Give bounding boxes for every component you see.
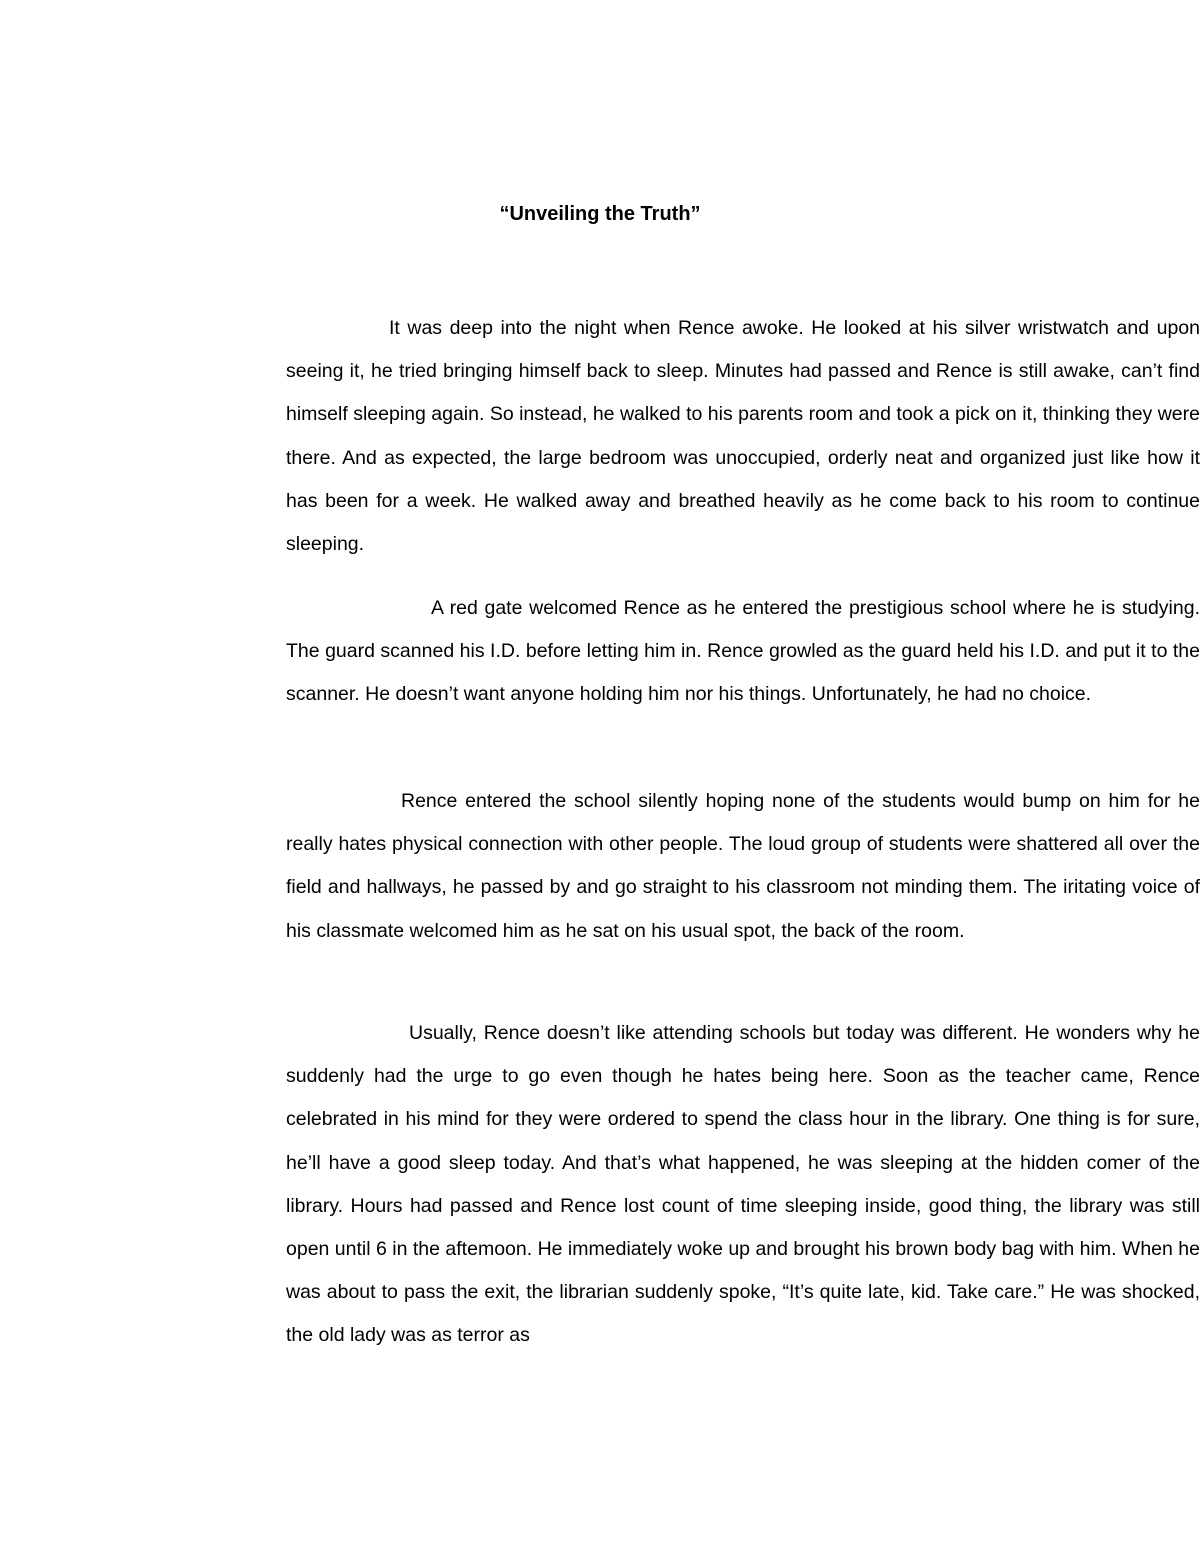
document-title: “Unveiling the Truth” [499, 203, 701, 225]
paragraph-4: Usually, Rence doesn’t like attending schools but today was different. He wonders why he suddenly had the urge to go even though he hates being here. Soon as the teacher came, Rence celebrated in his mind for they were ordered to spend the class hour in the library. One thing is for sure, he’ll have a good sleep today. And that’s what happened, he was sleeping at the hidden comer of the library. Hours had passed and Rence lost count of time sleeping inside, good thing, the library was still open until 6 in the aftemoon. He immediately woke up and brought his brown body bag with him. When he was about to pass the exit, the librarian suddenly spoke, “It’s quite late, kid. Take care.” He was shocked, the old lady was as terror as [286, 1022, 1200, 1347]
paragraph-3: Rence entered the school silently hoping none of the students would bump on him for he really hates physical connection with other people. The loud group of students were shattered all over the field and hallways, he passed by and go straight to his classroom not minding them. The iritating voice of his classmate welcomed him as he sat on his usual spot, the back of the room. [286, 790, 1200, 942]
paragraph-2: A red gate welcomed Rence as he entered the prestigious school where he is studying. The guard scanned his I.D. before letting him in. Rence growled as the guard held his I.D. and put it to the scanner. He doesn’t want anyone holding him nor his things. Unfortunately, he had no choice. [286, 597, 1200, 706]
paragraph-1: It was deep into the night when Rence awoke. He looked at his silver wristwatch and upon seeing it, he tried bringing himself back to sleep. Minutes had passed and Rence is still awake, can’t find himself sleeping again. So instead, he walked to his parents room and took a pick on it, thinking they were there. And as expected, the large bedroom was unoccupied, orderly neat and organized just like how it has been for a week. He walked away and breathed heavily as he come back to his room to continue sleeping. [286, 317, 1200, 556]
